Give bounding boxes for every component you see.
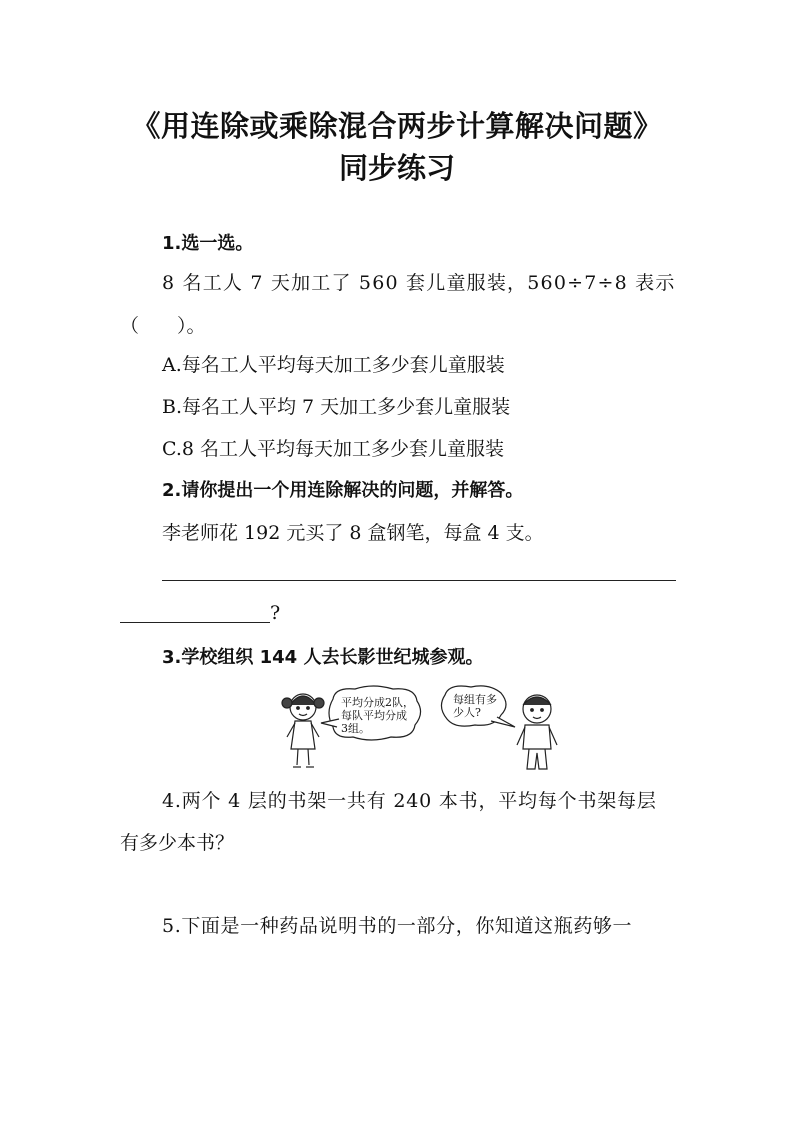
q2-answer-line-short [120,622,270,623]
q4-line2: 有多少本书？ [120,832,235,854]
girl-figure [282,694,324,767]
q1-option-a: A.每名工人平均每天加工多少套儿童服装 [162,354,505,376]
q1-answer-blank: （ ）。 [120,315,206,337]
q4-line1: 4.两个 4 层的书架一共有 240 本书，平均每个书架每层 [162,790,657,812]
q1-option-c: C.8 名工人平均每天加工多少套儿童服装 [162,438,505,460]
q2-given: 李老师花 192 元买了 8 盒钢笔，每盒 4 支。 [162,522,544,544]
q2-heading: 2.请你提出一个用连除解决的问题，并解答。 [162,480,524,501]
q3-illustration-drawing [275,683,575,775]
girl-bubble-line2: 每队平均分成 [341,709,407,722]
q1-option-b: B.每名工人平均 7 天加工多少套儿童服装 [162,396,511,418]
q1-stem-line1: 8 名工人 7 天加工了 560 套儿童服装，560÷7÷8 表示 [162,272,676,294]
boy-bubble-line2: 少人? [453,706,481,719]
q3-illustration [275,683,575,775]
girl-bubble-line3: 3组。 [341,722,370,735]
boy-figure [517,695,557,769]
q2-question-mark: ? [270,602,281,624]
q1-heading: 1.选一选。 [162,233,254,254]
q2-answer-line [162,580,676,581]
q5-line1: 5.下面是一种药品说明书的一部分，你知道这瓶药够一 [162,915,633,937]
page-subtitle: 同步练习 [338,151,455,185]
girl-bubble-line1: 平均分成2队， [341,696,414,709]
q3-heading: 3.学校组织 144 人去长影世纪城参观。 [162,647,484,668]
page-title: 《用连除或乘除混合两步计算解决问题》 [131,109,663,143]
boy-bubble-line1: 每组有多 [453,693,497,706]
